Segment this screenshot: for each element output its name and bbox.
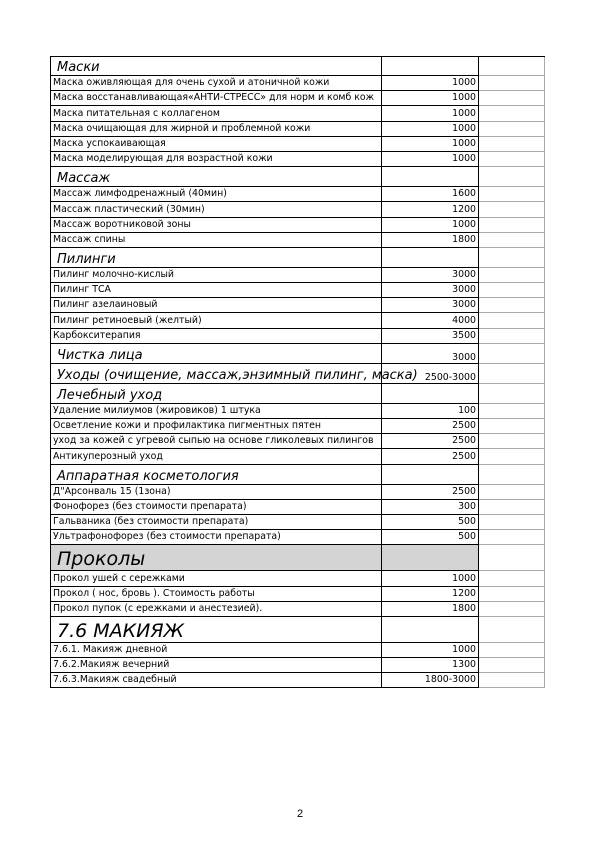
service-name: Фонофорез (без стоимости препарата)	[50, 500, 381, 515]
table-row	[50, 434, 545, 449]
empty-cell	[479, 658, 545, 673]
empty-cell	[479, 500, 545, 515]
service-price: 1800-3000	[381, 673, 479, 688]
section-header	[50, 364, 545, 384]
empty-cell	[479, 202, 545, 217]
section-price: 3000	[381, 344, 479, 364]
section-header	[50, 384, 545, 404]
service-name: 7.6.1. Макияж дневной	[50, 643, 381, 658]
service-price: 1000	[381, 137, 479, 152]
table-row	[50, 500, 545, 515]
empty-cell	[479, 57, 545, 76]
empty-cell	[479, 137, 545, 152]
section-title: Проколы	[50, 545, 381, 571]
service-name: Пилинг ТСА	[50, 283, 381, 298]
service-name: Маска оживляющая для очень сухой и атоничной кожи	[50, 76, 381, 91]
empty-cell	[479, 617, 545, 643]
empty-cell	[479, 248, 545, 268]
table-row	[50, 122, 545, 137]
table-row	[50, 515, 545, 530]
service-name: Маска очищающая для жирной и проблемной кожи	[50, 122, 381, 137]
empty-cell	[479, 571, 545, 586]
empty-cell	[479, 545, 545, 571]
service-price: 1000	[381, 643, 479, 658]
service-name: Маска питательная с коллагеном	[50, 106, 381, 121]
table-row	[50, 485, 545, 500]
service-price: 1200	[381, 202, 479, 217]
table-row	[50, 329, 545, 344]
empty-cell	[479, 449, 545, 464]
service-price: 100	[381, 404, 479, 419]
service-name: Маска моделирующая для возрастной кожи	[50, 152, 381, 167]
section-price	[381, 57, 479, 76]
table-row	[50, 202, 545, 217]
empty-cell	[479, 313, 545, 328]
service-price: 1800	[381, 602, 479, 617]
service-name: 7.6.2.Макияж вечерний	[50, 658, 381, 673]
service-price: 2500	[381, 434, 479, 449]
service-name: Прокол ( нос, бровь ). Стоимость работы	[50, 587, 381, 602]
table-row	[50, 298, 545, 313]
table-row	[50, 218, 545, 233]
table-row	[50, 313, 545, 328]
empty-cell	[479, 419, 545, 434]
table-row	[50, 449, 545, 464]
table-row	[50, 673, 545, 688]
service-price: 1000	[381, 152, 479, 167]
service-price: 1200	[381, 587, 479, 602]
service-price: 2500	[381, 419, 479, 434]
service-name: Карбокситерапия	[50, 329, 381, 344]
section-price: 2500-3000	[381, 364, 479, 384]
service-name: Осветление кожи и профилактика пигментных пятен	[50, 419, 381, 434]
service-name: Гальваника (без стоимости препарата)	[50, 515, 381, 530]
section-price	[381, 617, 479, 643]
empty-cell	[479, 152, 545, 167]
section-header	[50, 56, 545, 76]
table-row	[50, 76, 545, 91]
service-name: Пилинг ретиноевый (желтый)	[50, 313, 381, 328]
empty-cell	[479, 673, 545, 688]
service-price: 3000	[381, 298, 479, 313]
section-header	[50, 545, 545, 571]
table-row	[50, 283, 545, 298]
section-title: 7.6 МАКИЯЖ	[50, 617, 381, 643]
section-title: Маски	[50, 57, 381, 76]
empty-cell	[479, 106, 545, 121]
empty-cell	[479, 515, 545, 530]
table-row	[50, 152, 545, 167]
service-name: Пилинг азелаиновый	[50, 298, 381, 313]
table-row	[50, 587, 545, 602]
empty-cell	[479, 187, 545, 202]
empty-cell	[479, 268, 545, 283]
table-row	[50, 187, 545, 202]
service-name: Массаж лимфодренажный (40мин)	[50, 187, 381, 202]
empty-cell	[479, 91, 545, 106]
section-title: Лечебный уход	[50, 384, 381, 404]
service-price: 1000	[381, 91, 479, 106]
service-price: 3500	[381, 329, 479, 344]
service-name: уход за кожей с угревой сыпью на основе гликолевых пилингов	[50, 434, 381, 449]
empty-cell	[479, 602, 545, 617]
service-name: Массаж пластический (30мин)	[50, 202, 381, 217]
service-name: Маска восстанавливающая«АНТИ-СТРЕСС» для норм и комб кож	[50, 91, 381, 106]
table-row	[50, 602, 545, 617]
table-row	[50, 91, 545, 106]
service-name: Ультрафонофорез (без стоимости препарата)	[50, 530, 381, 545]
table-row	[50, 106, 545, 121]
service-price: 4000	[381, 313, 479, 328]
section-header	[50, 344, 545, 364]
service-name: Антикуперозный уход	[50, 449, 381, 464]
section-price	[381, 465, 479, 485]
section-title: Аппаратная косметология	[50, 465, 381, 485]
service-price: 500	[381, 530, 479, 545]
empty-cell	[479, 364, 545, 384]
empty-cell	[479, 485, 545, 500]
empty-cell	[479, 643, 545, 658]
table-row	[50, 268, 545, 283]
table-row	[50, 658, 545, 673]
service-price: 300	[381, 500, 479, 515]
section-header	[50, 617, 545, 643]
service-price: 1300	[381, 658, 479, 673]
table-row	[50, 571, 545, 586]
table-row	[50, 404, 545, 419]
table-row	[50, 137, 545, 152]
service-price: 1000	[381, 218, 479, 233]
service-price: 1000	[381, 106, 479, 121]
empty-cell	[479, 384, 545, 404]
empty-cell	[479, 218, 545, 233]
section-price	[381, 167, 479, 187]
section-title: Чистка лица	[50, 344, 381, 364]
empty-cell	[479, 122, 545, 137]
service-price: 500	[381, 515, 479, 530]
empty-cell	[479, 465, 545, 485]
empty-cell	[479, 233, 545, 248]
section-price	[381, 545, 479, 571]
empty-cell	[479, 530, 545, 545]
section-price	[381, 248, 479, 268]
service-name: Маска успокаивающая	[50, 137, 381, 152]
table-row	[50, 419, 545, 434]
table-row	[50, 643, 545, 658]
service-name: Пилинг молочно-кислый	[50, 268, 381, 283]
service-name: Массаж воротниковой зоны	[50, 218, 381, 233]
service-name: Д"Арсонваль 15 (1зона)	[50, 485, 381, 500]
service-price: 1600	[381, 187, 479, 202]
page-number: 2	[296, 808, 304, 820]
service-name: Прокол ушей с сережками	[50, 571, 381, 586]
section-title: Уходы (очищение, массаж,энзимный пилинг, маска)	[50, 364, 381, 384]
table-row	[50, 233, 545, 248]
empty-cell	[479, 298, 545, 313]
empty-cell	[479, 434, 545, 449]
service-price: 2500	[381, 485, 479, 500]
service-price: 1000	[381, 122, 479, 137]
empty-cell	[479, 283, 545, 298]
service-price: 1800	[381, 233, 479, 248]
empty-cell	[479, 329, 545, 344]
service-name: Удаление милиумов (жировиков) 1 штука	[50, 404, 381, 419]
empty-cell	[479, 76, 545, 91]
section-header	[50, 465, 545, 485]
service-name: Массаж спины	[50, 233, 381, 248]
section-price	[381, 384, 479, 404]
empty-cell	[479, 587, 545, 602]
section-title: Пилинги	[50, 248, 381, 268]
section-header	[50, 248, 545, 268]
service-price: 3000	[381, 283, 479, 298]
section-header	[50, 167, 545, 187]
section-title: Массаж	[50, 167, 381, 187]
service-price: 1000	[381, 571, 479, 586]
empty-cell	[479, 404, 545, 419]
table-row	[50, 530, 545, 545]
service-price: 3000	[381, 268, 479, 283]
service-name: 7.6.3.Макияж свадебный	[50, 673, 381, 688]
service-price: 2500	[381, 449, 479, 464]
empty-cell	[479, 344, 545, 364]
service-price: 1000	[381, 76, 479, 91]
empty-cell	[479, 167, 545, 187]
price-list-table	[50, 56, 545, 688]
service-name: Прокол пупок (с ережками и анестезией).	[50, 602, 381, 617]
